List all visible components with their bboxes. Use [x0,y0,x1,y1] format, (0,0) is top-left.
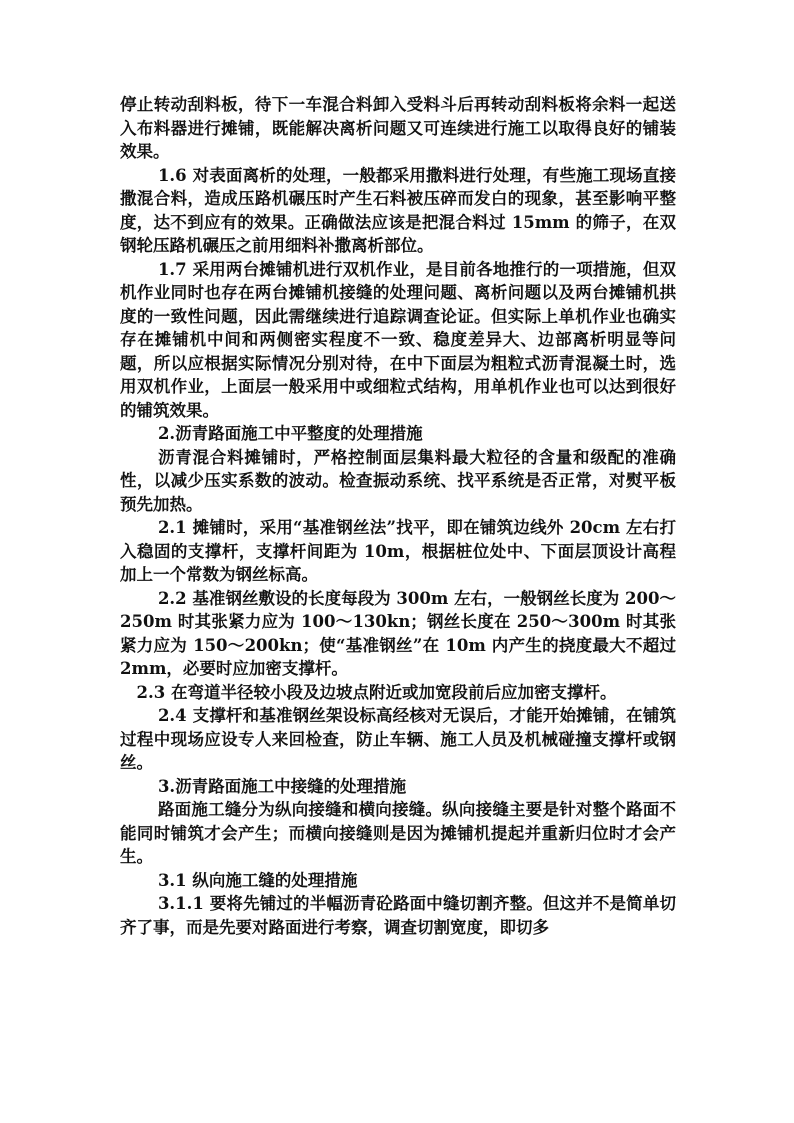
document-body [120,93,676,939]
paragraph-2-2: 2.2 基准钢丝敷设的长度每段为 300m 左右，一般钢丝长度为 200～250m 时其张紧力应为 100～130kn；钢丝长度在 250～300m 时其张紧力应为 150～200kn；使“基准钢丝”在 10m 内产生的挠度最大不超过 2mm，必要时应加密支撑杆。 [120,588,676,678]
paragraph-2-4: 2.4 支撑杆和基准钢丝架设标高经核对无误后，才能开始摊铺，在铺筑过程中现场应设专人来回检查，防止车辆、施工人员及机械碰撞支撑杆或钢丝。 [120,706,676,772]
section-heading-2: 2.沥青路面施工中平整度的处理措施 [157,424,423,443]
section-heading-3: 3.沥青路面施工中接缝的处理措施 [157,776,407,796]
paragraph-1-6: 1.6 对表面离析的处理，一般都采用撒料进行处理，有些施工现场直接撒混合料，造成压路机碾压时产生石料被压碎而发白的现象，甚至影响平整度，达不到应有的效果。正确做法应该是把混合料过 15mm 的筛子，在双钢轮压路机碾压之前用细料补撒离析部位。 [120,165,676,255]
subsection-heading-3-1: 3.1 纵向施工缝的处理措施 [157,870,358,890]
paragraph-section-2-intro: 沥青混合料摊铺时，严格控制面层集料最大粒径的含量和级配的准确性，以减少压实系数的波动。检查振动系统、找平系统是否正常，对熨平板预先加热。 [120,447,676,514]
paragraph-1-7: 1.7 采用两台摊铺机进行双机作业，是目前各地推行的一项措施，但双机作业同时也存在两台摊铺机接缝的处理问题、离析问题以及两台摊铺机拱度的一致性问题，因此需继续进行追踪调查论证。但实际上单机作业也确实存在摊铺机中间和两侧密实程度不一致、稳度差异大、边部离析明显等问题，所以应根据实际情况分别对待，在中下面层为粗粒式沥青混凝土时，选用双机作业，上面层一般采用中或细粒式结构，用单机作业也可以达到很好的铺筑效果。 [120,259,676,420]
paragraph-2-3: 2.3 在弯道半径较小段及边坡点附近或加宽段前后应加密支撑杆。 [136,682,617,702]
paragraph-2-1: 2.1 摊铺时，采用“基准钢丝法”找平，即在铺筑边线外 20cm 左右打入稳固的支撑杆，支撑杆间距为 10m，根据桩位处中、下面层顶设计高程加上一个常数为钢丝标高。 [120,518,676,584]
paragraph-3-1-1: 3.1.1 要将先铺过的半幅沥青砼路面中缝切割齐整。但这并不是简单切齐了事，而是先要对路面进行考察，调查切割宽度，即切多 [120,894,676,937]
paragraph-continuation: 停止转动刮料板，待下一车混合料卸入受料斗后再转动刮料板将余料一起送入布料器进行摊铺，既能解决离析问题又可连续进行施工以取得良好的铺装效果。 [120,95,676,161]
paragraph-section-3-intro: 路面施工缝分为纵向接缝和横向接缝。纵向接缝主要是针对整个路面不能同时铺筑才会产生；而横向接缝则是因为摊铺机提起并重新归位时才会产生。 [120,800,676,866]
